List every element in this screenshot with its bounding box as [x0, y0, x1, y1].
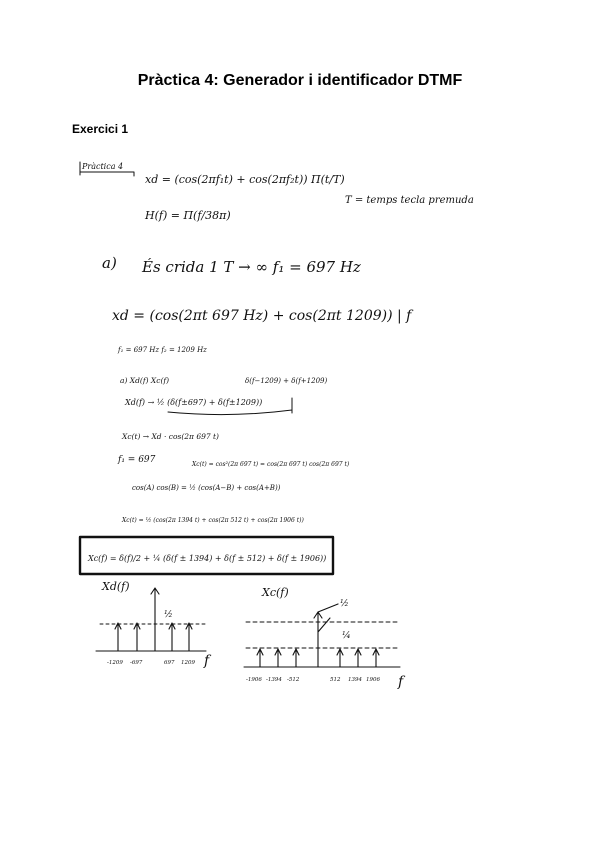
- right-tick: 512: [330, 677, 341, 683]
- right-tick: -1906: [246, 677, 262, 683]
- left-tick: -1209: [107, 660, 123, 666]
- left-impulse: [134, 623, 140, 651]
- left-tick: 1209: [181, 660, 195, 666]
- line5: cos(A) cos(B) = ½ (cos(A−B) + cos(A+B)): [132, 484, 281, 492]
- right-plot-label: Xc(f): [262, 586, 289, 599]
- right-plot-half: ½: [340, 599, 349, 609]
- right-tick: -512: [287, 677, 300, 683]
- left-tick: -697: [130, 660, 143, 666]
- part-a-text: És crida 1 T → ∞ f₁ = 697 Hz: [142, 258, 361, 276]
- right-impulse: [337, 649, 343, 667]
- right-tick: 1906: [366, 677, 380, 683]
- a-line1: a) Xd(f) Xc(f): [120, 376, 170, 385]
- eq-xd: xd = (cos(2πf₁t) + cos(2πf₂t)) Π(t/T): [145, 173, 345, 186]
- right-impulse: [257, 649, 263, 667]
- a-line2: Xd(f) → ½ (δ(f±697) + δ(f±1209)): [125, 398, 263, 407]
- right-tick: -1394: [266, 677, 282, 683]
- left-plot-label: Xd(f): [102, 580, 130, 593]
- right-impulse: [293, 649, 299, 667]
- right-impulse: [355, 649, 361, 667]
- left-plot-center-impulse: [151, 588, 159, 651]
- tag-text: Pràctica 4: [82, 162, 124, 171]
- section-heading: Exercici 1: [72, 122, 129, 136]
- freqs: f₁ = 697 Hz f₂ = 1209 Hz: [118, 346, 207, 354]
- eq-h: H(f) = Π(f/38π): [145, 209, 231, 222]
- right-impulse: [275, 649, 281, 667]
- note-t: T = temps tecla premuda: [345, 195, 474, 206]
- left-impulse: [169, 623, 175, 651]
- left-impulse: [115, 623, 121, 651]
- left-tick: 697: [164, 660, 175, 666]
- left-plot: [96, 580, 212, 669]
- right-plot-quarter: ¼: [342, 631, 351, 641]
- right-impulse: [373, 649, 379, 667]
- page-title: Pràctica 4: Generador i identificador DTMF: [137, 72, 463, 89]
- left-axis-label: f: [204, 653, 210, 669]
- left-impulse: [186, 623, 192, 651]
- right-tick: 1394: [348, 677, 362, 683]
- boxed-result: Xc(f) = δ(f)/2 + ¼ (δ(f ± 1394) + δ(f ± 512) + δ(f ± 1906)): [88, 554, 327, 563]
- left-plot-half: ½: [164, 610, 173, 620]
- line4-right: Xc(t) = cos²(2π 697 t) = cos(2π 697 t) cos(2π 697 t): [192, 461, 350, 468]
- eq-xd2: xd = (cos(2πt 697 Hz) + cos(2πt 1209)) | f: [112, 308, 412, 324]
- right-axis-label: f: [398, 674, 404, 690]
- right-plot-center-impulse: [314, 604, 338, 667]
- line3: Xc(t) → Xd · cos(2π 697 t): [122, 432, 219, 441]
- right-plot: [244, 586, 406, 690]
- part-a-label: a): [102, 254, 117, 272]
- a-line1-right: δ(f−1209) + δ(f+1209): [245, 377, 328, 385]
- line6: Xc(t) = ½ (cos(2π 1394 t) + cos(2π 512 t) + cos(2π 1906 t)): [122, 517, 304, 524]
- line4: f₁ = 697: [118, 455, 156, 465]
